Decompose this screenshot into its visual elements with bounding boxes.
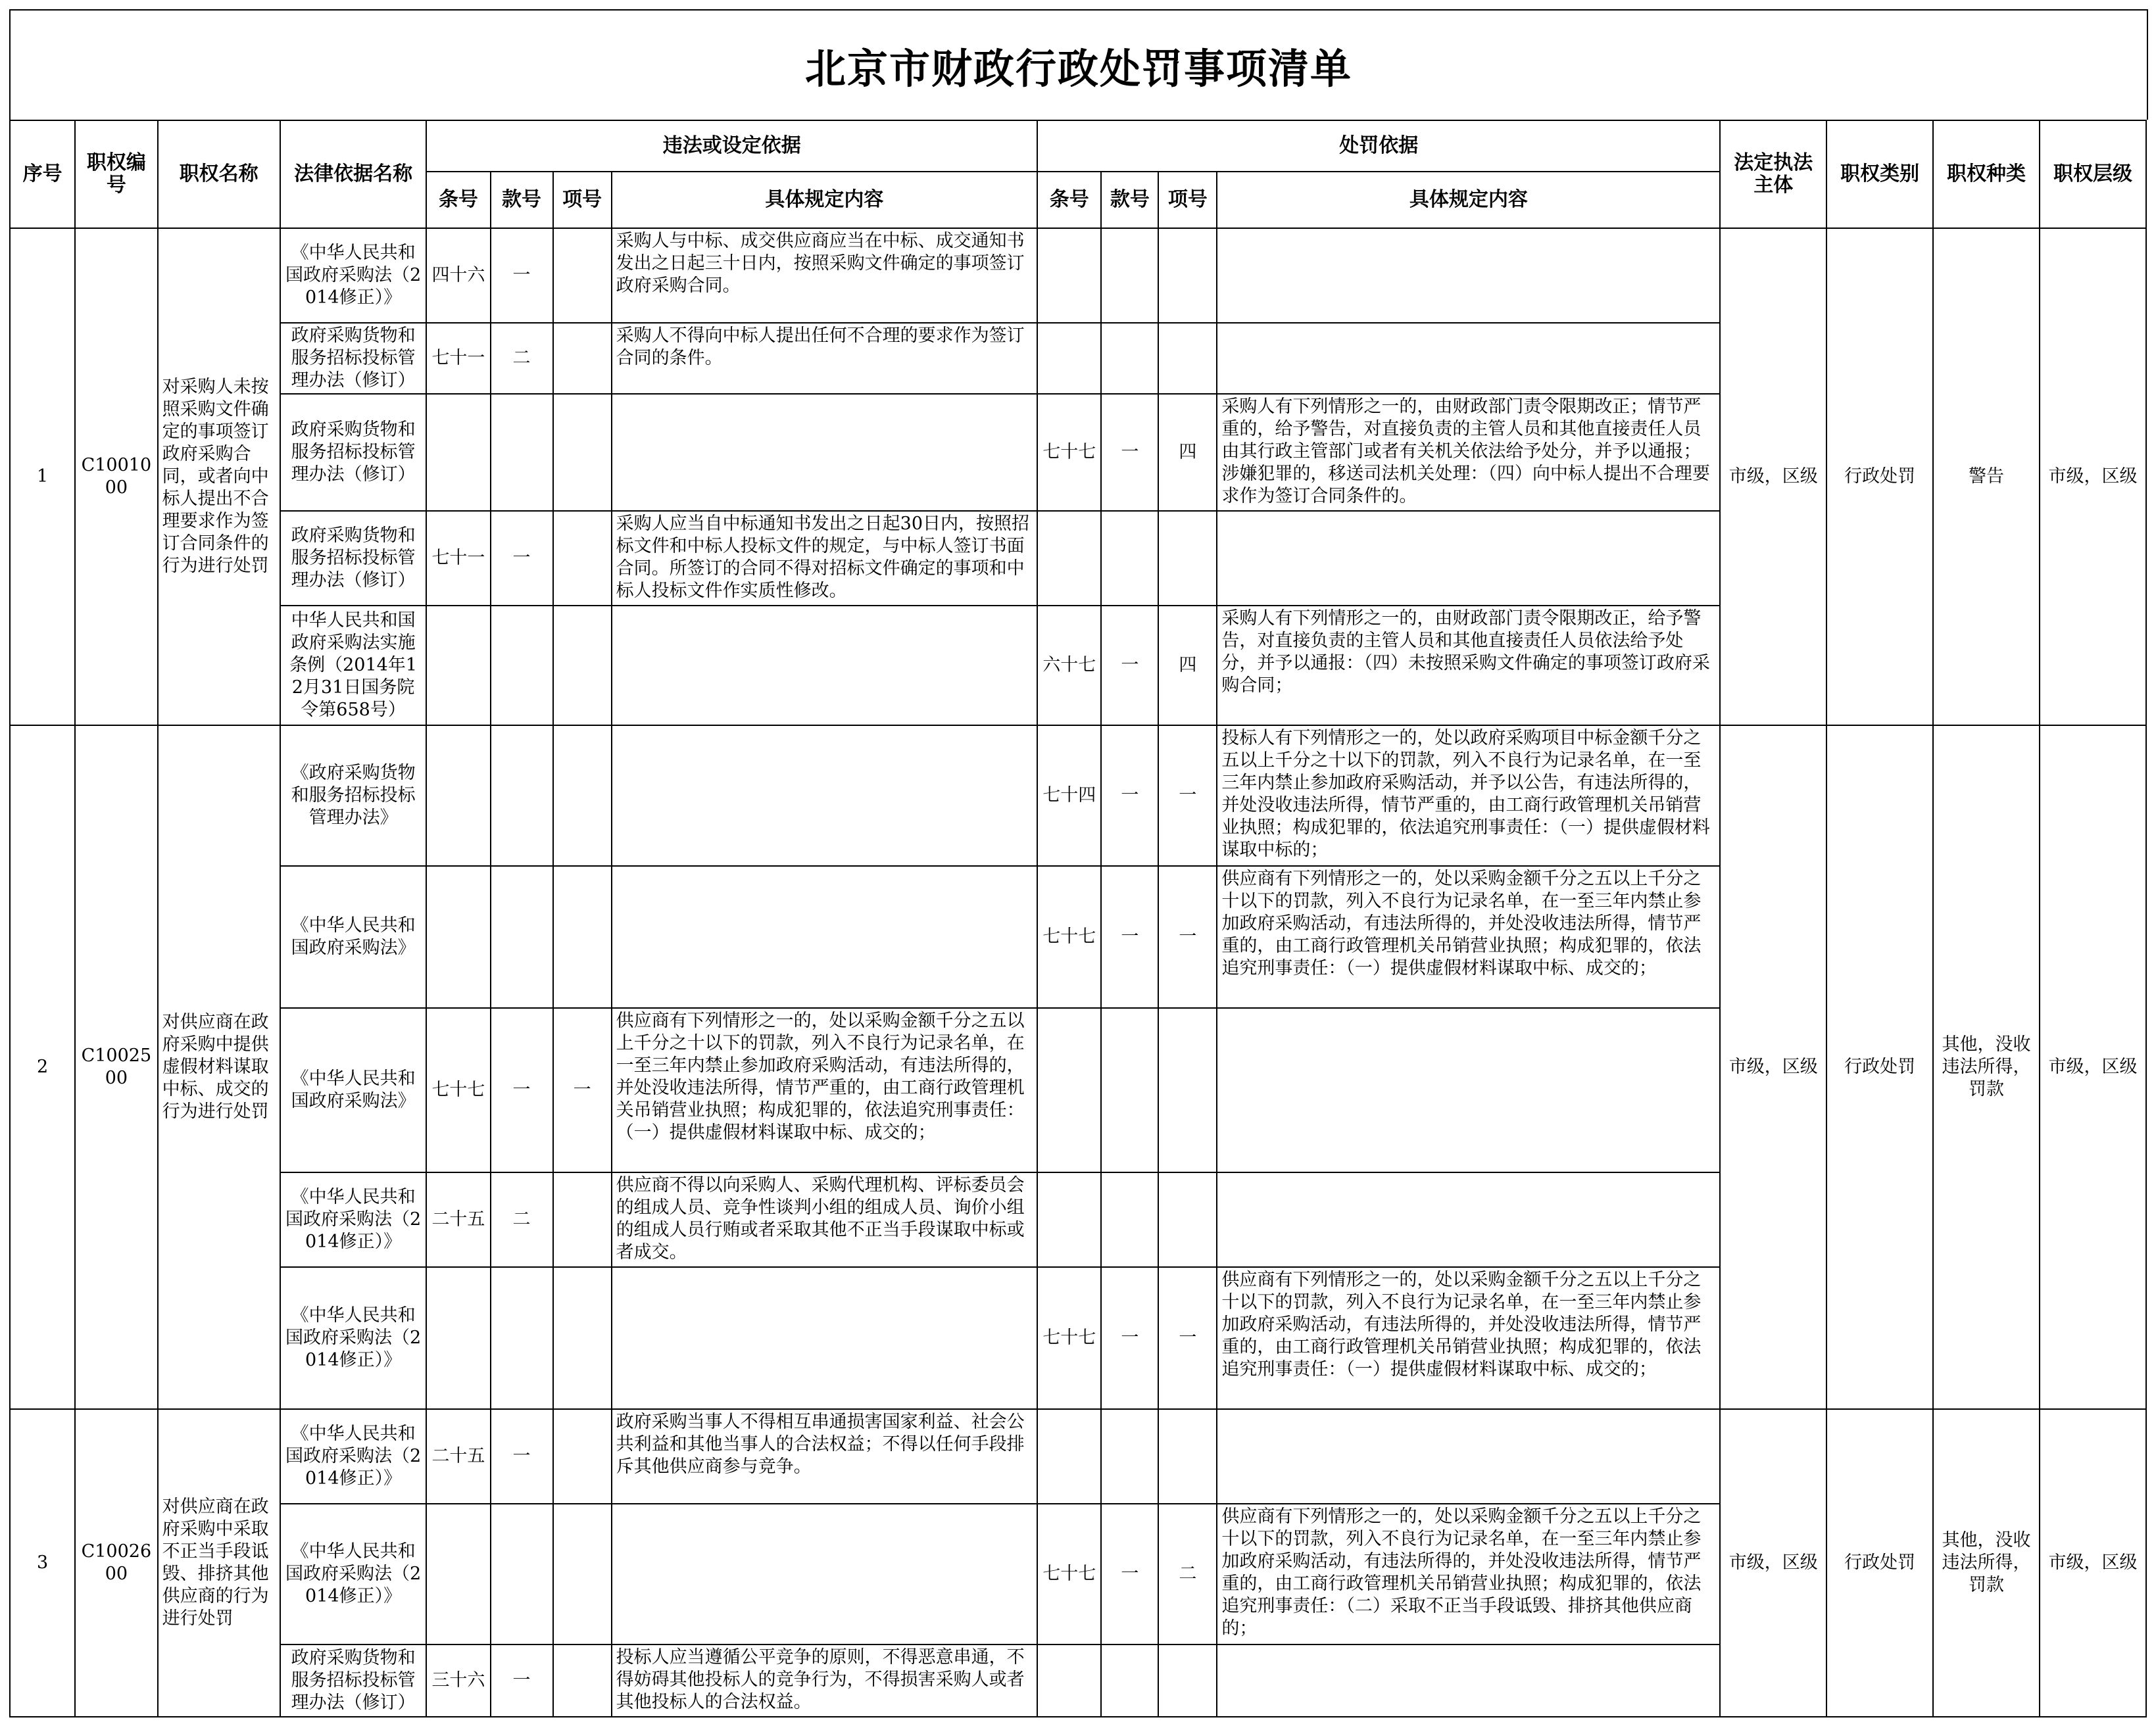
p-item-cell — [1158, 1644, 1217, 1717]
p-item-cell: 一 — [1158, 725, 1217, 866]
p-item-cell — [1158, 228, 1217, 323]
p-article-cell: 七十七 — [1037, 1504, 1101, 1644]
header-v-article: 条号 — [426, 172, 490, 228]
p-clause-cell: 一 — [1101, 1267, 1158, 1409]
seq-cell: 2 — [10, 725, 75, 1409]
level-cell: 市级，区级 — [2040, 725, 2146, 1409]
seq-cell: 1 — [10, 228, 75, 725]
p-article-cell — [1037, 1172, 1101, 1267]
v-article-cell — [426, 866, 490, 1008]
v-content-cell — [612, 866, 1038, 1008]
v-clause-cell: 二 — [491, 323, 553, 394]
p-clause-cell — [1101, 323, 1158, 394]
v-content-cell — [612, 394, 1038, 511]
name-cell: 对供应商在政府采购中采取不正当手段诋毁、排挤其他供应商的行为进行处罚 — [158, 1409, 280, 1717]
p-article-cell — [1037, 228, 1101, 323]
v-content-cell: 供应商不得以向采购人、采购代理机构、评标委员会的组成人员、竞争性谈判小组的组成人员、询价小组的组成人员行贿或者采取其他不正当手段谋取中标或者成交。 — [612, 1172, 1038, 1267]
p-article-cell: 七十七 — [1037, 866, 1101, 1008]
p-item-cell — [1158, 323, 1217, 394]
p-clause-cell: 一 — [1101, 866, 1158, 1008]
subject-cell: 市级，区级 — [1720, 725, 1826, 1409]
v-item-cell — [553, 1409, 612, 1504]
category-cell: 行政处罚 — [1826, 725, 1933, 1409]
p-article-cell — [1037, 1008, 1101, 1172]
p-content-cell: 供应商有下列情形之一的，处以采购金额千分之五以上千分之十以下的罚款，列入不良行为记录名单，在一至三年内禁止参加政府采购活动，有违法所得的，并处没收违法所得，情节严重的，由工商行政管理机关吊销营业执照；构成犯罪的，依法追究刑事责任：（二）采取不正当手段诋毁、排挤其他供应商的； — [1217, 1504, 1720, 1644]
p-content-cell — [1217, 228, 1720, 323]
v-content-cell: 采购人应当自中标通知书发出之日起30日内，按照招标文件和中标人投标文件的规定，与中标人签订书面合同。所签订的合同不得对招标文件确定的事项和中标人投标文件作实质性修改。 — [612, 511, 1038, 606]
v-article-cell: 七十一 — [426, 323, 490, 394]
header-p-content: 具体规定内容 — [1217, 172, 1720, 228]
p-article-cell — [1037, 1644, 1101, 1717]
header-p-article: 条号 — [1037, 172, 1101, 228]
header-law: 法律依据名称 — [280, 120, 427, 228]
table-row — [10, 228, 2146, 323]
level-cell: 市级，区级 — [2040, 1409, 2146, 1717]
p-content-cell: 投标人有下列情形之一的，处以政府采购项目中标金额千分之五以上千分之十以下的罚款，列入不良行为记录名单，在一至三年内禁止参加政府采购活动，并予以公告，有违法所得的，并处没收违法所得，情节严重的，由工商行政管理机关吊销营业执照；构成犯罪的，依法追究刑事责任：（一）提供虚假材料谋取中标的； — [1217, 725, 1720, 866]
p-clause-cell — [1101, 1644, 1158, 1717]
v-clause-cell: 一 — [491, 228, 553, 323]
v-item-cell — [553, 1504, 612, 1644]
p-article-cell — [1037, 1409, 1101, 1504]
v-content-cell — [612, 725, 1038, 866]
header-v-clause: 款号 — [491, 172, 553, 228]
v-article-cell — [426, 394, 490, 511]
v-item-cell — [553, 866, 612, 1008]
header-category: 职权类别 — [1826, 120, 1933, 228]
code-cell: C1001000 — [75, 228, 157, 725]
table-row — [10, 1409, 2146, 1504]
p-item-cell: 一 — [1158, 866, 1217, 1008]
p-clause-cell — [1101, 1172, 1158, 1267]
v-clause-cell — [491, 866, 553, 1008]
v-content-cell — [612, 1504, 1038, 1644]
p-clause-cell: 一 — [1101, 1504, 1158, 1644]
p-item-cell: 二 — [1158, 1504, 1217, 1644]
v-article-cell: 三十六 — [426, 1644, 490, 1717]
p-item-cell — [1158, 1172, 1217, 1267]
v-content-cell: 政府采购当事人不得相互串通损害国家利益、社会公共利益和其他当事人的合法权益；不得以任何手段排斥其他供应商参与竞争。 — [612, 1409, 1038, 1504]
p-clause-cell — [1101, 511, 1158, 606]
v-article-cell — [426, 1267, 490, 1409]
v-clause-cell: 一 — [491, 1644, 553, 1717]
v-content-cell: 供应商有下列情形之一的，处以采购金额千分之五以上千分之十以下的罚款，列入不良行为记录名单，在一至三年内禁止参加政府采购活动，有违法所得的，并处没收违法所得，情节严重的，由工商行政管理机关吊销营业执照；构成犯罪的，依法追究刑事责任：（一）提供虚假材料谋取中标、成交的； — [612, 1008, 1038, 1172]
header-violation-group: 违法或设定依据 — [426, 120, 1037, 172]
law-cell: 《中华人民共和国政府采购法（2014修正）》 — [280, 1504, 427, 1644]
law-cell: 《中华人民共和国政府采购法》 — [280, 866, 427, 1008]
code-cell: C1002600 — [75, 1409, 157, 1717]
v-item-cell — [553, 394, 612, 511]
p-content-cell — [1217, 1008, 1720, 1172]
v-article-cell: 四十六 — [426, 228, 490, 323]
v-content-cell: 投标人应当遵循公平竞争的原则，不得恶意串通，不得妨碍其他投标人的竞争行为，不得损害采购人或者其他投标人的合法权益。 — [612, 1644, 1038, 1717]
v-item-cell: 一 — [553, 1008, 612, 1172]
v-item-cell — [553, 1267, 612, 1409]
p-clause-cell: 一 — [1101, 725, 1158, 866]
p-clause-cell: 一 — [1101, 606, 1158, 725]
v-clause-cell: 一 — [491, 1409, 553, 1504]
header-name: 职权名称 — [158, 120, 280, 228]
code-cell: C1002500 — [75, 725, 157, 1409]
kind-cell: 警告 — [1933, 228, 2040, 725]
v-item-cell — [553, 606, 612, 725]
v-item-cell — [553, 1172, 612, 1267]
v-content-cell: 采购人不得向中标人提出任何不合理的要求作为签订合同的条件。 — [612, 323, 1038, 394]
header-v-item: 项号 — [553, 172, 612, 228]
p-content-cell: 采购人有下列情形之一的，由财政部门责令限期改正；情节严重的，给予警告，对直接负责的主管人员和其他直接责任人员由其行政主管部门或者有关机关依法给予处分，并予以通报；涉嫌犯罪的，移送司法机关处理：（四）向中标人提出不合理要求作为签订合同条件的。 — [1217, 394, 1720, 511]
v-clause-cell: 一 — [491, 1008, 553, 1172]
p-content-cell: 采购人有下列情形之一的，由财政部门责令限期改正，给予警告，对直接负责的主管人员和其他直接责任人员依法给予处分，并予以通报：（四）未按照采购文件确定的事项签订政府采购合同； — [1217, 606, 1720, 725]
v-article-cell — [426, 1504, 490, 1644]
v-clause-cell: 二 — [491, 1172, 553, 1267]
penalty-table — [9, 120, 2147, 1717]
v-clause-cell — [491, 1267, 553, 1409]
p-article-cell: 七十七 — [1037, 1267, 1101, 1409]
p-article-cell — [1037, 323, 1101, 394]
page-title: 北京市财政行政处罚事项清单 — [804, 44, 1352, 93]
p-item-cell: 四 — [1158, 394, 1217, 511]
v-item-cell — [553, 228, 612, 323]
kind-cell: 其他，没收违法所得，罚款 — [1933, 1409, 2040, 1717]
law-cell: 政府采购货物和服务招标投标管理办法（修订） — [280, 323, 427, 394]
category-cell: 行政处罚 — [1826, 1409, 1933, 1717]
kind-cell: 其他，没收违法所得，罚款 — [1933, 725, 2040, 1409]
p-content-cell — [1217, 1409, 1720, 1504]
v-article-cell: 二十五 — [426, 1172, 490, 1267]
name-cell: 对采购人未按照采购文件确定的事项签订政府采购合同，或者向中标人提出不合理要求作为签订合同条件的行为进行处罚 — [158, 228, 280, 725]
v-article-cell: 七十一 — [426, 511, 490, 606]
v-article-cell: 二十五 — [426, 1409, 490, 1504]
v-clause-cell — [491, 1504, 553, 1644]
p-content-cell — [1217, 323, 1720, 394]
law-cell: 《中华人民共和国政府采购法》 — [280, 1008, 427, 1172]
header-code: 职权编号 — [75, 120, 157, 228]
header-level: 职权层级 — [2040, 120, 2146, 228]
seq-cell: 3 — [10, 1409, 75, 1717]
header-subject: 法定执法主体 — [1720, 120, 1826, 228]
v-article-cell — [426, 725, 490, 866]
v-content-cell — [612, 606, 1038, 725]
p-content-cell — [1217, 511, 1720, 606]
p-clause-cell — [1101, 1008, 1158, 1172]
name-cell: 对供应商在政府采购中提供虚假材料谋取中标、成交的行为进行处罚 — [158, 725, 280, 1409]
law-cell: 《中华人民共和国政府采购法（2014修正）》 — [280, 1172, 427, 1267]
p-clause-cell — [1101, 1409, 1158, 1504]
p-content-cell: 供应商有下列情形之一的，处以采购金额千分之五以上千分之十以下的罚款，列入不良行为记录名单，在一至三年内禁止参加政府采购活动，有违法所得的，并处没收违法所得，情节严重的，由工商行政管理机关吊销营业执照；构成犯罪的，依法追究刑事责任：（一）提供虚假材料谋取中标、成交的； — [1217, 1267, 1720, 1409]
law-cell: 《政府采购货物和服务招标投标管理办法》 — [280, 725, 427, 866]
v-content-cell — [612, 1267, 1038, 1409]
p-content-cell — [1217, 1172, 1720, 1267]
v-content-cell: 采购人与中标、成交供应商应当在中标、成交通知书发出之日起三十日内，按照采购文件确定的事项签订政府采购合同。 — [612, 228, 1038, 323]
v-article-cell: 七十七 — [426, 1008, 490, 1172]
v-clause-cell — [491, 725, 553, 866]
v-clause-cell: 一 — [491, 511, 553, 606]
subject-cell: 市级，区级 — [1720, 1409, 1826, 1717]
penalty-list-sheet — [9, 9, 2147, 1717]
p-item-cell: 四 — [1158, 606, 1217, 725]
p-clause-cell — [1101, 228, 1158, 323]
category-cell: 行政处罚 — [1826, 228, 1933, 725]
table-row — [10, 725, 2146, 866]
header-kind: 职权种类 — [1933, 120, 2040, 228]
p-content-cell — [1217, 1644, 1720, 1717]
v-item-cell — [553, 511, 612, 606]
law-cell: 政府采购货物和服务招标投标管理办法（修订） — [280, 1644, 427, 1717]
p-content-cell: 供应商有下列情形之一的，处以采购金额千分之五以上千分之十以下的罚款，列入不良行为记录名单，在一至三年内禁止参加政府采购活动，有违法所得的，并处没收违法所得，情节严重的，由工商行政管理机关吊销营业执照；构成犯罪的，依法追究刑事责任：（一）提供虚假材料谋取中标、成交的； — [1217, 866, 1720, 1008]
v-article-cell — [426, 606, 490, 725]
p-clause-cell: 一 — [1101, 394, 1158, 511]
law-cell: 《中华人民共和国政府采购法（2014修正）》 — [280, 228, 427, 323]
v-item-cell — [553, 1644, 612, 1717]
p-item-cell — [1158, 511, 1217, 606]
law-cell: 《中华人民共和国政府采购法（2014修正）》 — [280, 1267, 427, 1409]
header-p-clause: 款号 — [1101, 172, 1158, 228]
p-item-cell: 一 — [1158, 1267, 1217, 1409]
header-seq: 序号 — [10, 120, 75, 228]
law-cell: 政府采购货物和服务招标投标管理办法（修订） — [280, 394, 427, 511]
p-article-cell: 六十七 — [1037, 606, 1101, 725]
v-item-cell — [553, 725, 612, 866]
p-article-cell: 七十四 — [1037, 725, 1101, 866]
p-item-cell — [1158, 1008, 1217, 1172]
header-penalty-group: 处罚依据 — [1037, 120, 1720, 172]
law-cell: 政府采购货物和服务招标投标管理办法（修订） — [280, 511, 427, 606]
header-p-item: 项号 — [1158, 172, 1217, 228]
p-article-cell — [1037, 511, 1101, 606]
header-v-content: 具体规定内容 — [612, 172, 1038, 228]
p-item-cell — [1158, 1409, 1217, 1504]
level-cell: 市级，区级 — [2040, 228, 2146, 725]
p-article-cell: 七十七 — [1037, 394, 1101, 511]
law-cell: 中华人民共和国政府采购法实施条例（2014年12月31日国务院令第658号） — [280, 606, 427, 725]
v-item-cell — [553, 323, 612, 394]
subject-cell: 市级，区级 — [1720, 228, 1826, 725]
law-cell: 《中华人民共和国政府采购法（2014修正）》 — [280, 1409, 427, 1504]
title-row — [9, 9, 2148, 120]
v-clause-cell — [491, 394, 553, 511]
v-clause-cell — [491, 606, 553, 725]
